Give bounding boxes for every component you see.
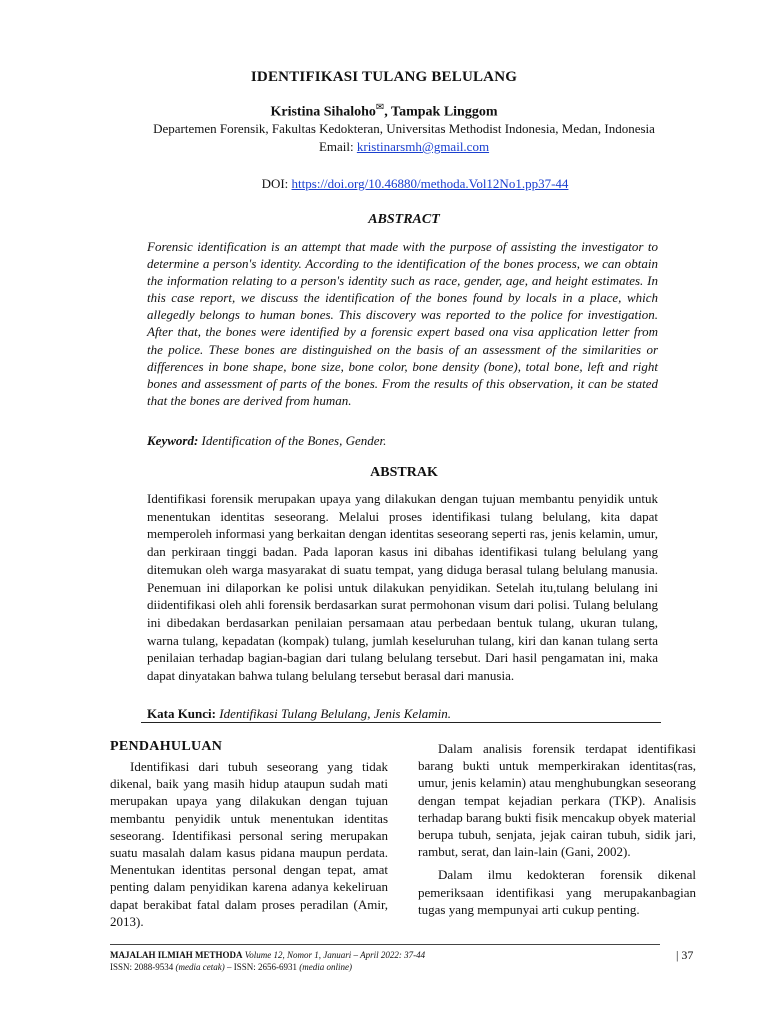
abstrak-body: Identifikasi forensik merupakan upaya yang dilakukan dengan tujuan membantu penyidik untuk menentukan identitas seseorang. Melalui proses identifikasi tulang belulang, kita dapat memperoleh informasi yang berkaitan dengan identitas seseorang seperti ras, jenis kelamin, umur, dan perkiraan tinggi badan. Pada laporan kasus ini dibahas identifikasi tulang belulang yang ditemukan oleh warga masyarakat di suatu tempat, yang diduga berasal tulang belulang manusia. Penemuan ini dilaporkan ke polisi untuk dilakukan penyidikan. Setelah itu,tulang belulang ini diidentifikasi oleh ahli forensik berdasarkan surat permohonan visum dari polisi. Tulang belulang ini dibedakan berdasarkan penilaian persamaan atau perbedaan bentuk tulang, ukuran tulang, warna tulang, kepadatan (kompak) tulang, jumlah keseluruhan tulang, kiri dan kanan tulang serta penilaian terhadap bagian-bagian dari tulang belulang tersebut. Dari hasil pengamatan ini, maka dapat dinyatakan bahwa tulang belulang tersebut berasal dari manusia. — [147, 491, 658, 684]
abstrak-keywords — [147, 705, 658, 722]
kunci-label: Kata Kunci: — [147, 706, 216, 721]
issn-print: ISSN: 2088-9534 — [110, 962, 176, 972]
journal-name: MAJALAH ILMIAH METHODA — [110, 950, 243, 960]
keyword-label: Keyword: — [147, 433, 199, 448]
footer-issn-line — [110, 962, 670, 973]
paragraph: Dalam analisis forensik terdapat identifikasi barang bukti untuk memperkirakan identitas(ras, umur, jenis kelamin) atau menghubungkan seseorang dengan tempat kejadian perkara (TKP). Analisis terhadap barang bukti fisik mencakup obyek material berupa tubuh, senjata, jejak cairan tubuh, sidik jari, rambut, serat, dan lain-lain (Gani, 2002). — [418, 741, 696, 860]
author-primary: Kristina Sihaloho — [270, 104, 376, 120]
issn-online-note: (media online) — [299, 962, 352, 972]
abstract-heading: ABSTRACT — [368, 212, 440, 227]
doi-line — [0, 176, 768, 192]
page-number: | 37 — [676, 948, 694, 962]
envelope-icon: ✉ — [375, 102, 385, 113]
abstract-keywords — [147, 432, 658, 449]
affiliation: Departemen Forensik, Fakultas Kedokteran, Universitas Methodist Indonesia, Medan, Indonesia — [153, 121, 655, 136]
paper-title: IDENTIFIKASI TULANG BELULANG — [250, 69, 518, 85]
author-secondary: , Tampak Linggom — [384, 104, 498, 120]
right-column — [418, 740, 696, 918]
author-line — [0, 102, 768, 121]
kunci-value: Identifikasi Tulang Belulang, Jenis Kelamin. — [215, 706, 452, 721]
journal-issue: Volume 12, Nomor 1, Januari – April 2022: 37-44 — [242, 950, 426, 960]
footer-journal-line — [110, 950, 670, 961]
email-line — [0, 139, 768, 155]
keyword-value: Identification of the Bones, Gender. — [198, 433, 387, 448]
email-label: Email: — [318, 139, 357, 154]
abstract-body: Forensic identification is an attempt that made with the purpose of assisting the investigator to determine a person's identity. According to the identification of the bones process, we can obtain the information relating to a person's identity such as race, gender, age, and height estimates. In this case report, we discuss the identification of the bones found by locals in a place, which allegedly belongs to human bones. This discovery was reported to the police for investigation. After that, the bones were identified by a forensic expert based ona visa application letter from the police. These bones are distinguished on the basis of an assessment of the similarities or differences in bone shape, bone size, bone color, bone density (bone), total bone, left and right bones and assessment of parts of the bones. From the results of this observation, it can be stated that the bones are derived from human. — [147, 239, 658, 408]
issn-print-note: (media cetak) — [175, 962, 225, 972]
doi-label: DOI: — [261, 176, 292, 191]
paragraph: Dalam ilmu kedokteran forensik dikenal pemeriksaan identifikasi yang merupakanbagian tugas yang mempunyai arti cukup penting. — [418, 867, 696, 917]
section-heading-pendahuluan: PENDAHULUAN — [110, 739, 223, 754]
email-link[interactable]: kristinarsmh@gmail.com — [356, 139, 490, 154]
left-column — [110, 758, 388, 930]
abstrak-heading: ABSTRAK — [370, 465, 438, 480]
paragraph: Identifikasi dari tubuh seseorang yang tidak dikenal, baik yang masih hidup ataupun sudah mati merupakan upaya yang dilakukan dengan tujuan membantu penyidik untuk menentukan identitas seseorang. Identifikasi personal sering merupakan suatu masalah dalam kasus pidana maupun perdata. Menentukan identitas personal dengan tepat, amat penting dalam penyidikan karena adanya kekeliruan dapat berakibat fatal dalam proses peradilan (Amir, 2013). — [110, 759, 388, 929]
doi-link[interactable]: https://doi.org/10.46880/methoda.Vol12No1.pp37-44 — [291, 176, 569, 191]
issn-online: – ISSN: 2656-6931 — [224, 962, 300, 972]
abstract-divider — [141, 722, 661, 723]
footer-divider — [110, 944, 660, 945]
